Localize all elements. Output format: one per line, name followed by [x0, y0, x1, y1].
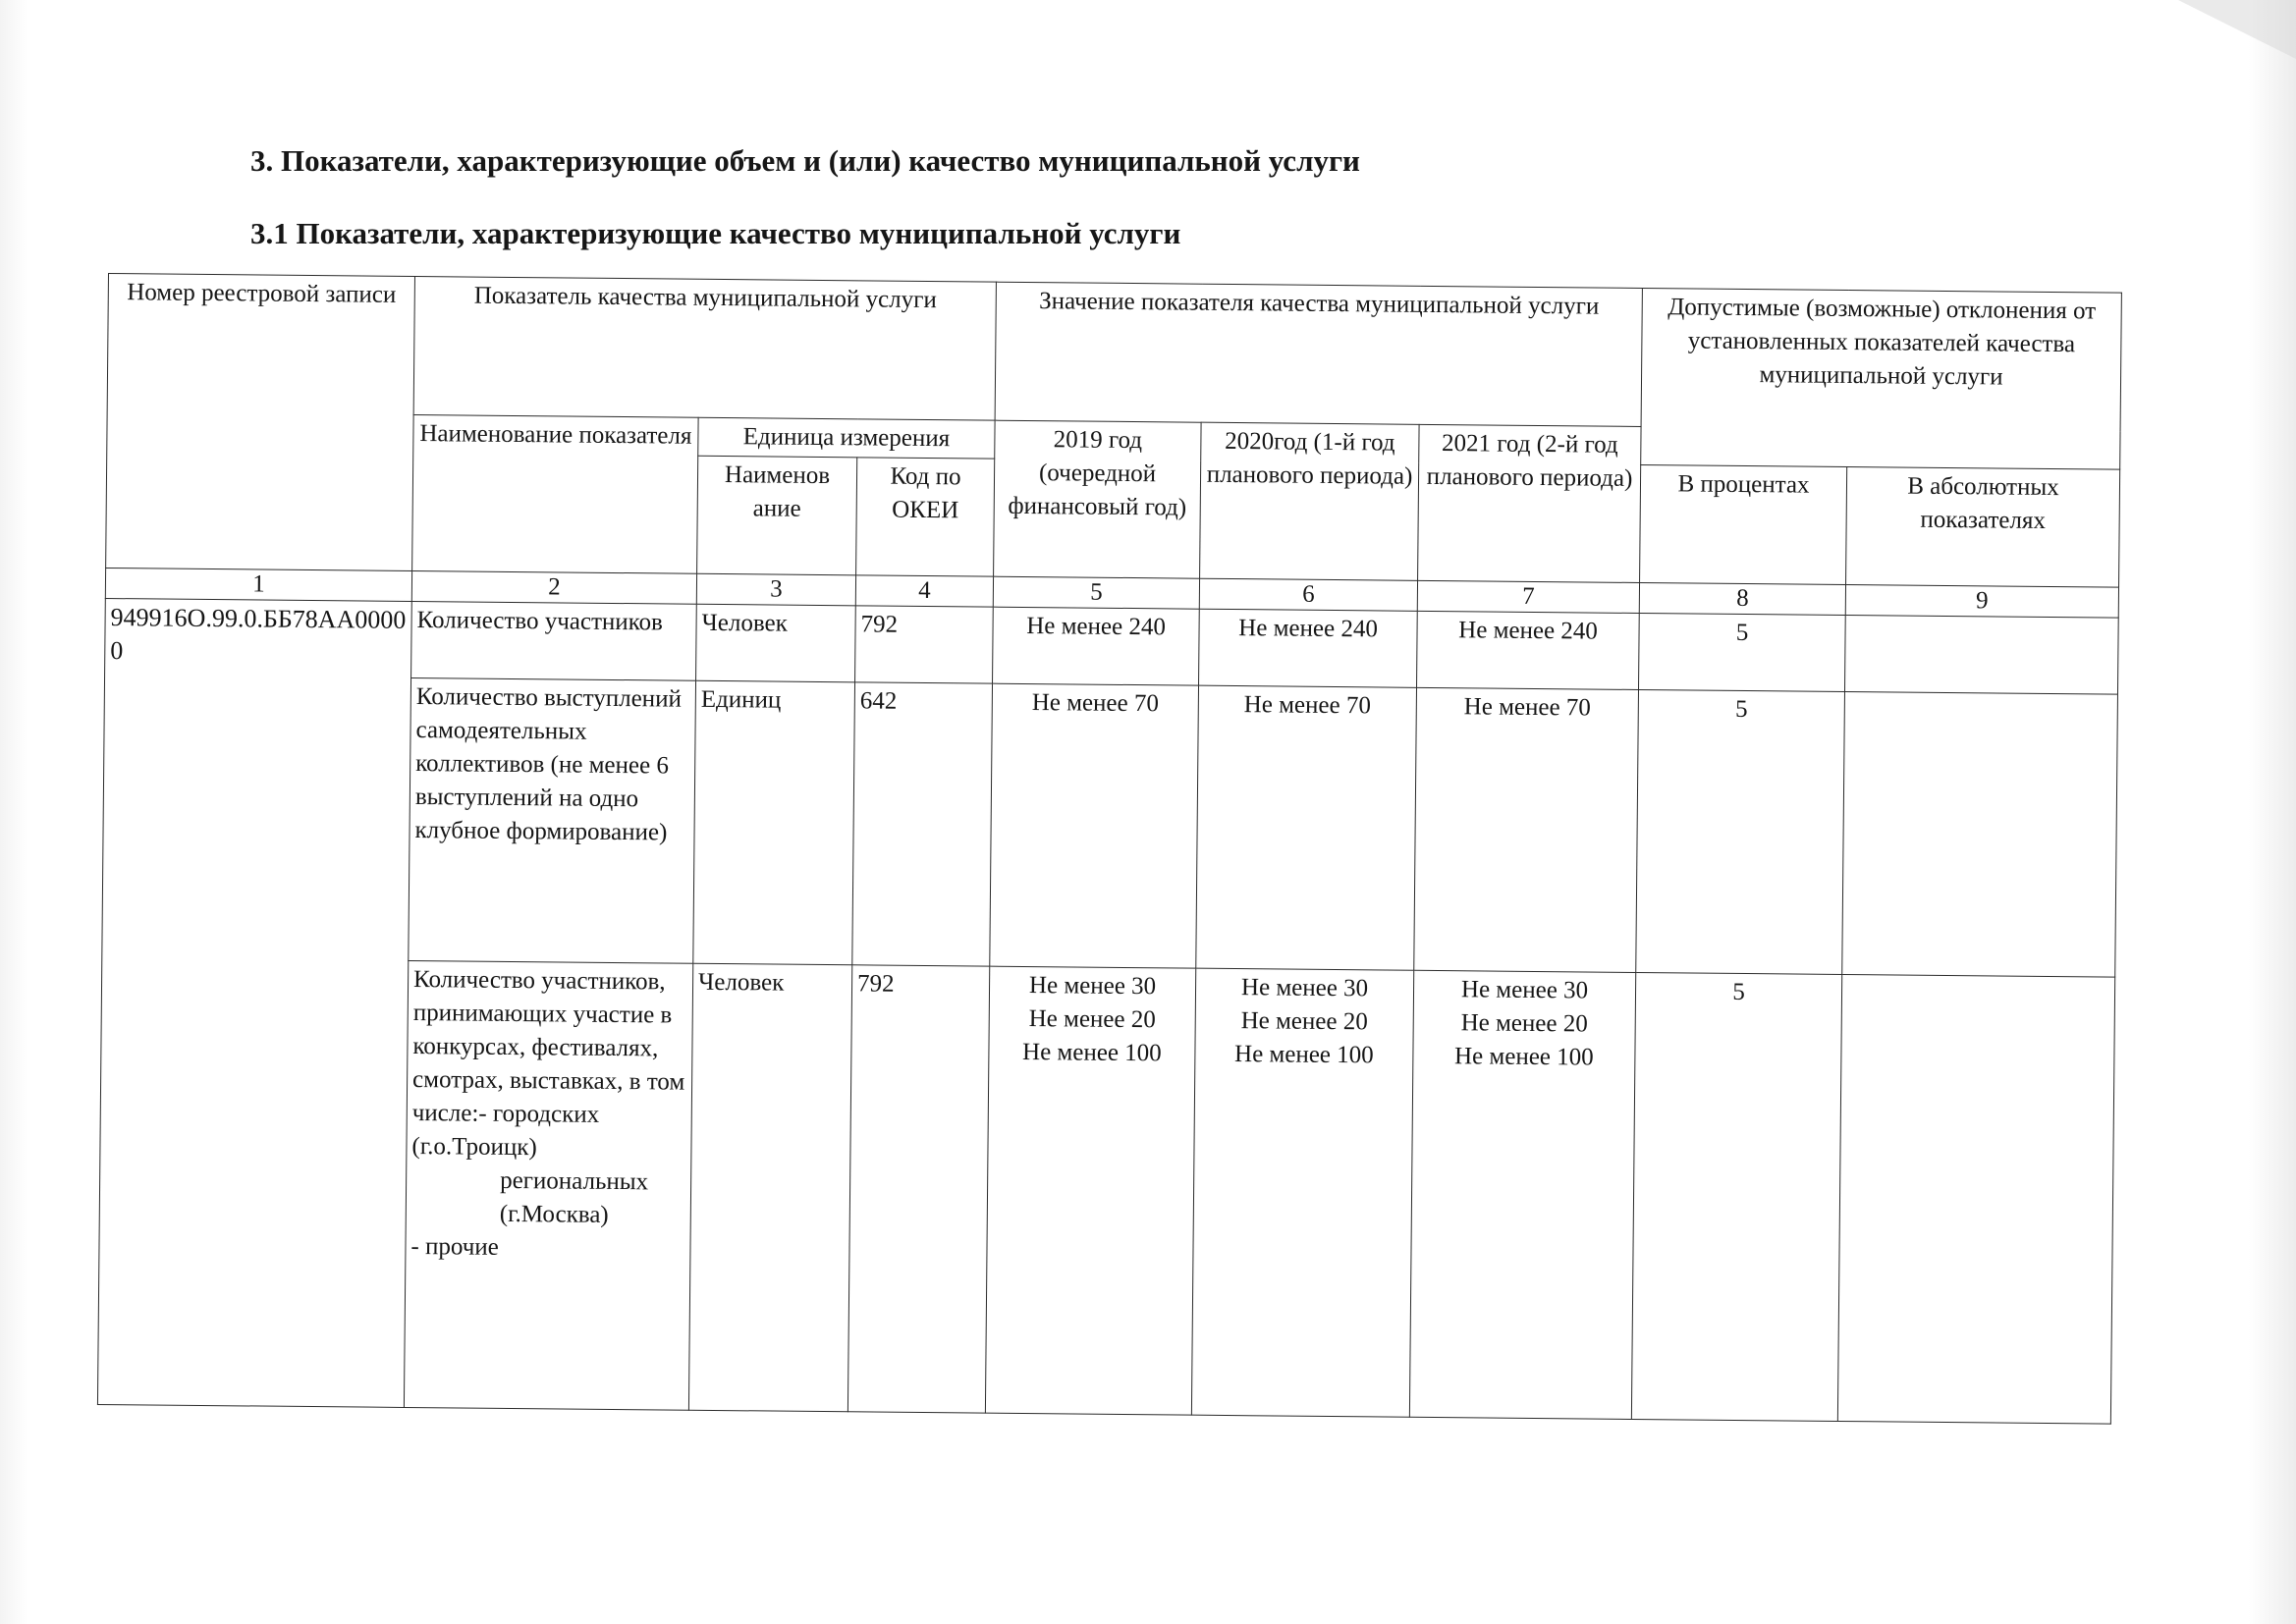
okei-code: 792	[847, 965, 989, 1413]
value-2019: Не менее 30 Не менее 20 Не менее 100	[985, 966, 1195, 1415]
section-3-heading: 3. Показатели, характеризующие объем и (или) качество муниципальной услуги	[250, 143, 1360, 178]
column-number: 9	[1845, 585, 2118, 619]
value-2020: Не менее 240	[1199, 609, 1418, 687]
section-3-1-heading: 3.1 Показатели, характеризующие качество муниципальной услуги	[250, 216, 1181, 250]
registry-record-number: 949916О.99.0.ББ78АА00000	[97, 598, 411, 1407]
value-2021: Не менее 70	[1414, 687, 1639, 972]
indicator-main-text: Количество участников, принимающих участие в конкурсах, фестивалях, смотрах, выставках, в том числе:- городских (г.о.Троицк)	[411, 966, 685, 1162]
column-number: 6	[1199, 578, 1417, 611]
header-registry-number: Номер реестровой записи	[106, 274, 415, 571]
quality-indicators-table	[97, 273, 2122, 1425]
header-year-2021: 2021 год (2-й год планового периода)	[1418, 424, 1642, 582]
header-in-absolute: В абсолютных показателях	[1846, 467, 2120, 588]
value-2021: Не менее 240	[1417, 611, 1640, 689]
folded-corner	[2178, 0, 2296, 59]
value-2019: Не менее 240	[993, 607, 1200, 685]
deviation-percent: 5	[1638, 613, 1845, 691]
column-number: 5	[993, 576, 1199, 609]
header-okei-code: Код по ОКЕИ	[856, 458, 995, 576]
unit-name: Человек	[696, 604, 856, 682]
deviation-absolute	[1837, 974, 2114, 1424]
deviation-absolute	[1844, 615, 2118, 694]
indicator-name: Количество выступлений самодеятельных коллективов (не менее 6 выступлений на одно клубное формирование)	[409, 677, 696, 963]
column-number: 7	[1417, 580, 1639, 613]
okei-code: 642	[852, 682, 993, 966]
header-year-2020: 2020год (1-й год планового периода)	[1200, 422, 1420, 580]
okei-code: 792	[855, 606, 994, 683]
value-2019: Не менее 70	[990, 683, 1199, 968]
value-2020: Не менее 70	[1196, 685, 1417, 970]
header-indicator-name: Наименование показателя	[412, 414, 699, 573]
column-number: 8	[1639, 582, 1845, 615]
unit-name: Человек	[688, 963, 851, 1412]
value-2020: Не менее 30 Не менее 20 Не менее 100	[1191, 968, 1413, 1417]
indicator-name	[404, 960, 692, 1410]
unit-name: Единиц	[693, 680, 855, 965]
header-indicator-value: Значение показателя качества муниципальной услуги	[995, 282, 1642, 426]
column-number: 1	[105, 568, 411, 601]
column-number: 2	[411, 570, 696, 604]
indicator-other-text: - прочие	[410, 1233, 499, 1261]
header-quality-indicator: Показатель качества муниципальной услуги	[413, 276, 996, 420]
column-number: 4	[855, 575, 993, 607]
indicator-name: Количество участников	[411, 601, 697, 680]
deviation-percent: 5	[1631, 972, 1841, 1421]
deviation-percent: 5	[1636, 689, 1845, 974]
deviation-absolute	[1842, 691, 2118, 977]
value-2021: Не менее 30 Не менее 20 Не менее 100	[1409, 970, 1635, 1419]
header-in-percent: В процентах	[1640, 464, 1847, 584]
column-number: 3	[696, 573, 855, 606]
indicator-regional-text: региональных (г.Москва)	[499, 1166, 649, 1228]
header-allowed-deviations: Допустимые (возможные) отклонения от установленных показателей качества муниципальной услуги	[1641, 288, 2122, 469]
header-year-2019: 2019 год (очередной финансовый год)	[994, 420, 1202, 578]
header-unit: Единица измерения	[698, 417, 995, 459]
header-unit-name: Наименов ание	[697, 456, 857, 575]
